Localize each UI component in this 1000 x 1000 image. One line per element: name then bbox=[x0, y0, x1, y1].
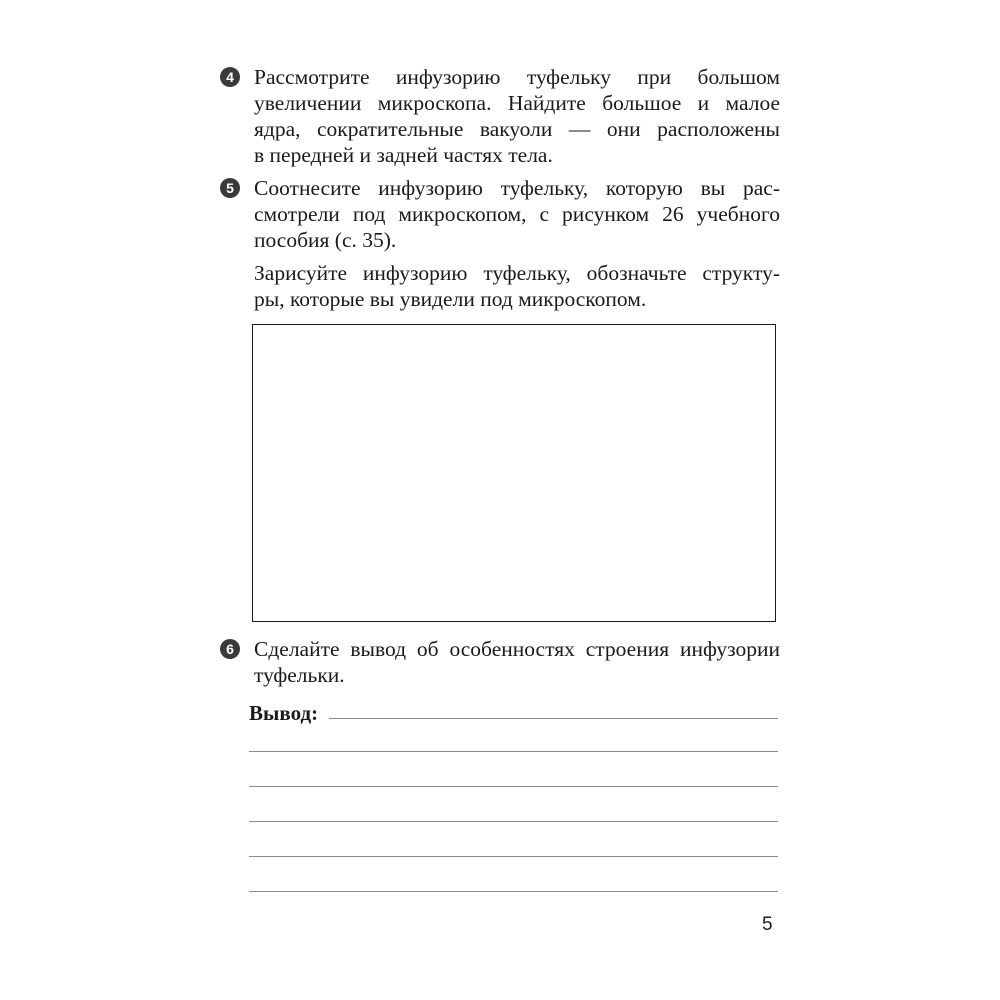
task-text-line: Рассмотрите инфузорию туфельку при большом bbox=[254, 65, 780, 89]
task-4 bbox=[220, 64, 780, 168]
task-text-line: Зарисуйте инфузорию туфельку, обозначьте структу- bbox=[254, 261, 780, 285]
task-5-instruction bbox=[254, 260, 780, 312]
task-5 bbox=[220, 175, 780, 253]
task-text bbox=[254, 636, 780, 688]
task-text-line: Сделайте вывод об особенностях строения инфузории bbox=[254, 637, 780, 661]
task-text-line: смотрели под микроскопом, с рисунком 26 учебного bbox=[254, 202, 780, 226]
answer-line[interactable] bbox=[249, 856, 778, 857]
page-number: 5 bbox=[762, 914, 773, 935]
task-text bbox=[254, 175, 780, 253]
task-number-badge: 6 bbox=[220, 639, 240, 659]
task-text-line: Соотнесите инфузорию туфельку, которую вы рас- bbox=[254, 176, 780, 200]
task-text-line: туфельки. bbox=[254, 663, 345, 687]
task-6 bbox=[220, 636, 780, 688]
conclusion-label: Вывод: bbox=[249, 701, 319, 725]
task-number-badge: 4 bbox=[220, 67, 240, 87]
drawing-area[interactable] bbox=[252, 324, 776, 622]
answer-line[interactable] bbox=[249, 786, 778, 787]
answer-line[interactable] bbox=[329, 718, 778, 719]
task-number-badge: 5 bbox=[220, 178, 240, 198]
task-text-line: ядра, сократительные вакуоли — они расположены bbox=[254, 117, 780, 141]
task-text-line: пособия (с. 35). bbox=[254, 228, 397, 252]
answer-line[interactable] bbox=[249, 891, 778, 892]
answer-line[interactable] bbox=[249, 751, 778, 752]
task-text bbox=[254, 64, 780, 168]
answer-line[interactable] bbox=[249, 821, 778, 822]
task-text-line: ры, которые вы увидели под микроскопом. bbox=[254, 287, 647, 311]
task-text-line: в передней и задней частях тела. bbox=[254, 143, 553, 167]
task-text-line: увеличении микроскопа. Найдите большое и малое bbox=[254, 91, 780, 115]
